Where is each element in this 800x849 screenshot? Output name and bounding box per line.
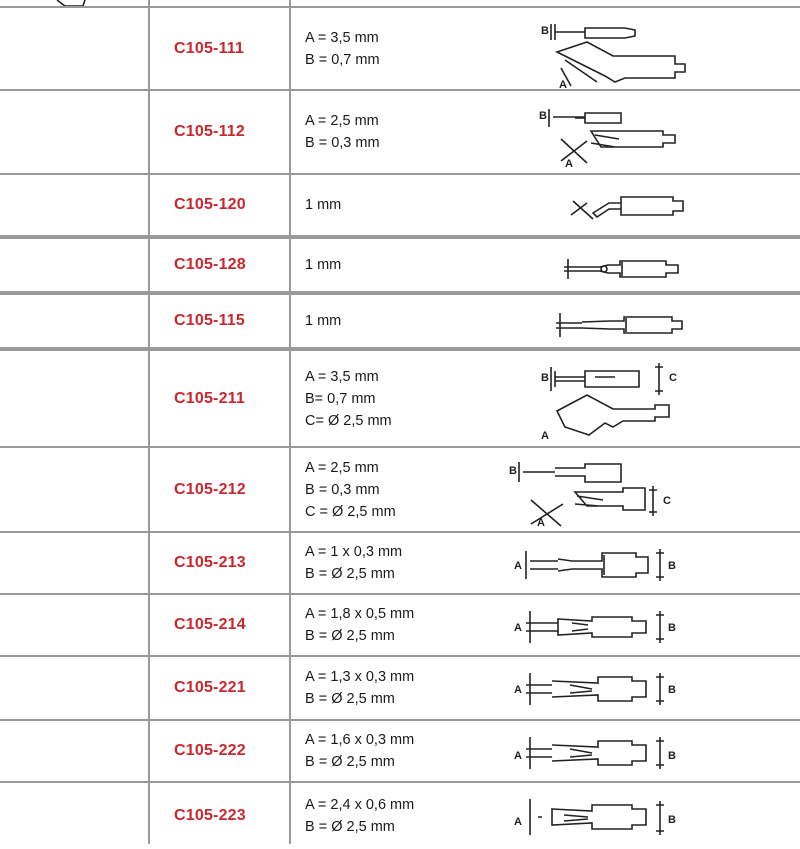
bent-tip-knife-icon xyxy=(535,12,695,90)
table-row xyxy=(0,721,800,783)
tip-spec xyxy=(291,533,521,593)
svg-text:B: B xyxy=(509,465,517,477)
svg-text:B: B xyxy=(541,25,549,37)
tip-code: C105-223 xyxy=(174,807,246,824)
svg-text:B: B xyxy=(539,110,547,122)
chisel-tip-icon xyxy=(512,669,687,709)
svg-text:C: C xyxy=(669,372,677,384)
svg-text:A: A xyxy=(514,816,522,828)
spec-line: A = 2,5 mm xyxy=(305,113,379,129)
spec-line: B = 0,3 mm xyxy=(305,135,380,151)
tip-spec xyxy=(291,295,521,347)
spec-line: C = Ø 2,5 mm xyxy=(305,503,396,520)
svg-text:B: B xyxy=(668,684,676,696)
tip-code: C105-128 xyxy=(174,256,246,273)
svg-text:A: A xyxy=(541,430,549,442)
tip-code: C105-120 xyxy=(174,196,246,213)
table-row xyxy=(0,175,800,237)
table-row xyxy=(0,448,800,533)
table-row xyxy=(0,533,800,595)
table-row xyxy=(0,595,800,657)
spec-line: 1 mm xyxy=(305,313,342,329)
tip-code: C105-221 xyxy=(174,679,246,696)
tip-code: C105-214 xyxy=(174,616,246,633)
tip-code: C105-211 xyxy=(174,389,245,407)
tip-code: C105-115 xyxy=(174,312,245,329)
chisel-tip-icon xyxy=(512,607,687,647)
tip-code: C105-222 xyxy=(174,742,246,759)
spec-line: A = 2,4 x 0,6 mm xyxy=(305,797,415,813)
spec-line: A = 1 x 0,3 mm xyxy=(305,544,403,560)
spec-line: B = 0,7 mm xyxy=(305,51,380,68)
svg-text:B: B xyxy=(668,622,676,634)
bent-tip-knife-icon xyxy=(535,357,695,447)
tip-code: C105-213 xyxy=(174,554,246,571)
chisel-tip-icon xyxy=(512,733,687,773)
spec-line: A = 3,5 mm xyxy=(305,29,379,46)
spec-line: A = 2,5 mm xyxy=(305,459,379,476)
conical-tip-icon xyxy=(560,253,690,285)
tip-code: C105-111 xyxy=(174,39,245,57)
tip-code: C105-212 xyxy=(174,480,246,498)
tip-spec xyxy=(291,91,521,173)
table-row xyxy=(0,657,800,721)
spec-line: B = Ø 2,5 mm xyxy=(305,566,395,582)
tip-spec xyxy=(291,239,521,291)
svg-text:A: A xyxy=(514,560,522,572)
tip-spec xyxy=(291,721,521,781)
svg-text:A: A xyxy=(565,158,573,170)
svg-text:A: A xyxy=(537,517,545,529)
svg-text:C: C xyxy=(663,495,671,507)
table-row xyxy=(0,6,800,91)
svg-text:B: B xyxy=(541,372,549,384)
angled-knife-tip-icon xyxy=(505,454,685,530)
spec-line: C= Ø 2,5 mm xyxy=(305,412,392,429)
tip-spec xyxy=(291,8,521,89)
table-row xyxy=(0,349,800,448)
svg-text:A: A xyxy=(514,684,522,696)
spec-line: 1 mm xyxy=(305,197,342,213)
spec-line: B = 0,3 mm xyxy=(305,481,380,498)
long-conical-tip-icon xyxy=(552,309,692,341)
tip-spec xyxy=(291,448,521,531)
bent-conical-tip-icon xyxy=(565,185,695,229)
tip-spec xyxy=(291,783,521,849)
svg-text:B: B xyxy=(668,814,676,826)
spec-line: A = 1,3 x 0,3 mm xyxy=(305,669,415,685)
spec-line: B= 0,7 mm xyxy=(305,390,376,407)
chisel-tip-icon xyxy=(512,545,687,585)
chisel-tip-icon xyxy=(512,795,687,839)
spec-line: A = 1,8 x 0,5 mm xyxy=(305,606,415,622)
table-row xyxy=(0,293,800,349)
svg-text:B: B xyxy=(668,750,676,762)
svg-text:B: B xyxy=(668,560,676,572)
svg-text:A: A xyxy=(559,79,567,90)
tip-code: C105-112 xyxy=(174,123,245,140)
spec-line: A = 3,5 mm xyxy=(305,368,379,385)
tip-spec xyxy=(291,351,521,446)
tip-spec xyxy=(291,175,521,235)
spec-line: B = Ø 2,5 mm xyxy=(305,754,395,770)
spec-line: A = 1,6 x 0,3 mm xyxy=(305,732,415,748)
spec-line: 1 mm xyxy=(305,257,342,273)
angled-knife-tip-icon xyxy=(535,97,695,171)
spec-line: B = Ø 2,5 mm xyxy=(305,691,395,707)
table-row xyxy=(0,91,800,175)
table-row xyxy=(0,783,800,849)
svg-text:A: A xyxy=(514,750,522,762)
tip-spec xyxy=(291,657,521,719)
svg-text:A: A xyxy=(514,622,522,634)
table-row xyxy=(0,237,800,293)
spec-line: B = Ø 2,5 mm xyxy=(305,819,395,835)
spec-line: B = Ø 2,5 mm xyxy=(305,628,395,644)
tip-spec xyxy=(291,595,521,655)
